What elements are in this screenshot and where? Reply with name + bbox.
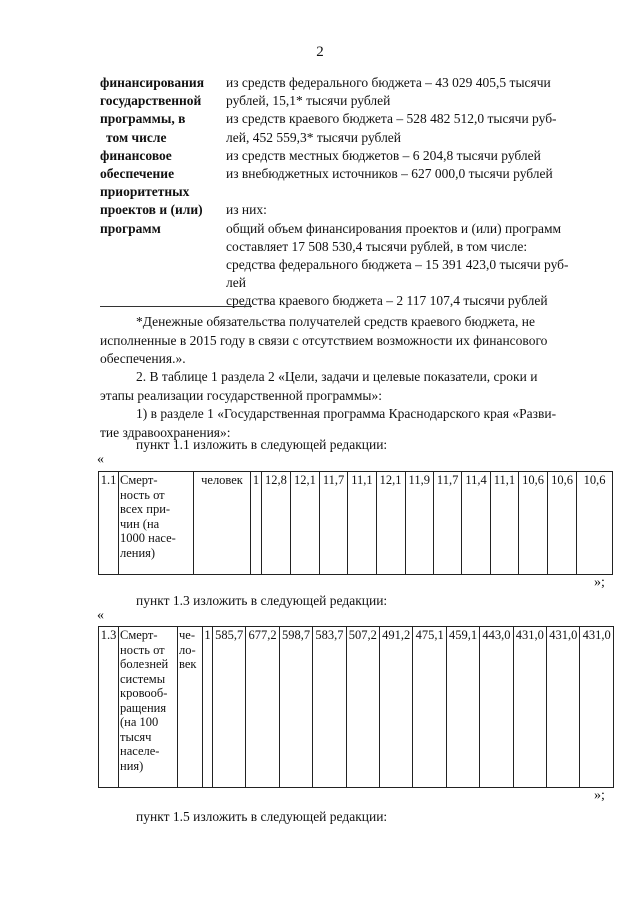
value-line: из внебюджетных источников – 627 000,0 тысячи рублей: [226, 166, 553, 182]
value-line: рублей, 15,1* тысячи рублей: [226, 93, 391, 109]
name-line: ращения: [120, 700, 167, 715]
item-2-line: этапы реализации государственной программы»:: [100, 387, 382, 403]
footnote-line: обеспечения.».: [100, 351, 186, 366]
value-line: из них:: [226, 202, 267, 218]
value-cell: 583,7: [313, 627, 346, 788]
footnote: [100, 313, 612, 369]
value-line: из средств федерального бюджета – 43 029 405,5 тысячи: [226, 75, 551, 90]
name-line: системы: [120, 671, 166, 686]
value-line: средства краевого бюджета – 2 117 107,4 тысячи рублей: [226, 293, 548, 309]
value-cell: 11,1: [348, 472, 376, 575]
unit: [178, 627, 203, 788]
name-line: всех при-: [120, 502, 171, 516]
indicator-name: [119, 627, 178, 788]
name-line: ность от: [120, 487, 165, 502]
status: 1: [251, 472, 262, 575]
value-cell: 475,1: [413, 627, 446, 788]
value-line: лей, 452 559,3* тысячи рублей: [226, 129, 402, 145]
passport-label: [100, 74, 220, 238]
name-line: кровооб-: [120, 686, 168, 700]
name-line: Смерт-: [120, 628, 158, 642]
item-2: [100, 368, 612, 405]
unit: человек: [194, 472, 251, 575]
value-cell: 11,7: [433, 472, 461, 575]
value-cell: 431,0: [580, 627, 614, 788]
name-line: тысяч: [120, 729, 152, 744]
item-2-1-line: тие здравоохранения»:: [100, 424, 231, 440]
item-2-line: 2. В таблице 1 раздела 2 «Цели, задачи и целевые показатели, сроки и: [136, 369, 538, 384]
table-item-1-1: [98, 471, 613, 575]
value-line: средства федерального бюджета – 15 391 423,0 тысячи руб-: [226, 257, 569, 273]
name-line: 1000 насе-: [120, 531, 176, 545]
footnote-line: исполненные в 2015 году в связи с отсутствием возможности их финансового: [100, 332, 548, 348]
value-line: общий объем финансирования проектов и (или) программ: [226, 220, 562, 236]
value-cell: 11,9: [405, 472, 433, 575]
indicator-name: [119, 472, 194, 575]
name-line: населе-: [120, 744, 160, 758]
name-line: чин (на: [120, 516, 160, 531]
unit-line: че-: [179, 628, 195, 642]
value-cell: 10,6: [548, 472, 577, 575]
label-line: финансовое: [100, 147, 172, 163]
label-line: проектов и (или): [100, 202, 203, 218]
value-line: из средств краевого бюджета – 528 482 512,0 тысячи руб-: [226, 111, 557, 127]
name-line: ность от: [120, 642, 165, 657]
table-row: [99, 627, 614, 788]
value-line: составляет 17 508 530,4 тысячи рублей, в том числе:: [226, 238, 528, 254]
row-number: 1.1: [99, 472, 119, 575]
unit-line: век: [179, 657, 197, 671]
open-quote: «: [97, 452, 104, 467]
label-line: обеспечение: [100, 166, 175, 182]
value-cell: 11,4: [462, 472, 490, 575]
instruction-1-5: пункт 1.5 изложить в следующей редакции:: [136, 809, 388, 824]
value-cell: 585,7: [213, 627, 246, 788]
footnote-divider: [100, 306, 252, 307]
label-line: государственной: [100, 93, 202, 109]
value-line: лей: [226, 275, 246, 291]
instruction-1-1: пункт 1.1 изложить в следующей редакции:: [136, 437, 388, 452]
page-number: 2: [316, 44, 324, 60]
close-quote: »;: [594, 575, 605, 590]
name-line: ния): [120, 758, 144, 773]
value-cell: 10,6: [519, 472, 548, 575]
name-line: (на 100: [120, 715, 159, 729]
value-cell: 10,6: [577, 472, 613, 575]
value-cell: 12,1: [290, 472, 319, 575]
close-quote: »;: [594, 788, 605, 803]
value-cell: 11,7: [319, 472, 347, 575]
label-line: том числе: [106, 129, 167, 145]
label-line: приоритетных: [100, 184, 190, 200]
item-2-1-line: 1) в разделе 1 «Государственная программа Краснодарского края «Разви-: [136, 406, 557, 421]
table-row: [99, 472, 613, 575]
value-cell: 431,0: [513, 627, 546, 788]
label-line: финансирования: [100, 75, 205, 90]
value-cell: 677,2: [246, 627, 279, 788]
funding-values: [226, 74, 610, 311]
name-line: Смерт-: [120, 473, 158, 487]
value-cell: 431,0: [547, 627, 580, 788]
status: 1: [203, 627, 213, 788]
value-cell: 443,0: [480, 627, 513, 788]
row-number: 1.3: [99, 627, 119, 788]
unit-line: ло-: [179, 642, 196, 657]
label-line: программ: [100, 220, 161, 236]
value-cell: 12,1: [376, 472, 405, 575]
value-cell: 12,8: [262, 472, 291, 575]
footnote-line: *Денежные обязательства получателей средств краевого бюджета, не: [136, 314, 535, 329]
value-cell: 459,1: [446, 627, 479, 788]
value-cell: 11,1: [490, 472, 518, 575]
value-cell: 507,2: [346, 627, 379, 788]
value-cell: 491,2: [380, 627, 413, 788]
value-line: из средств местных бюджетов – 6 204,8 тысячи рублей: [226, 147, 541, 163]
open-quote: «: [97, 608, 104, 623]
instruction-1-3: пункт 1.3 изложить в следующей редакции:: [136, 593, 388, 608]
value-cell: 598,7: [279, 627, 312, 788]
table-item-1-3: [98, 626, 614, 788]
name-line: болезней: [120, 657, 169, 671]
label-line: программы, в: [100, 111, 186, 127]
name-line: ления): [120, 545, 156, 560]
value-line: [226, 183, 610, 201]
